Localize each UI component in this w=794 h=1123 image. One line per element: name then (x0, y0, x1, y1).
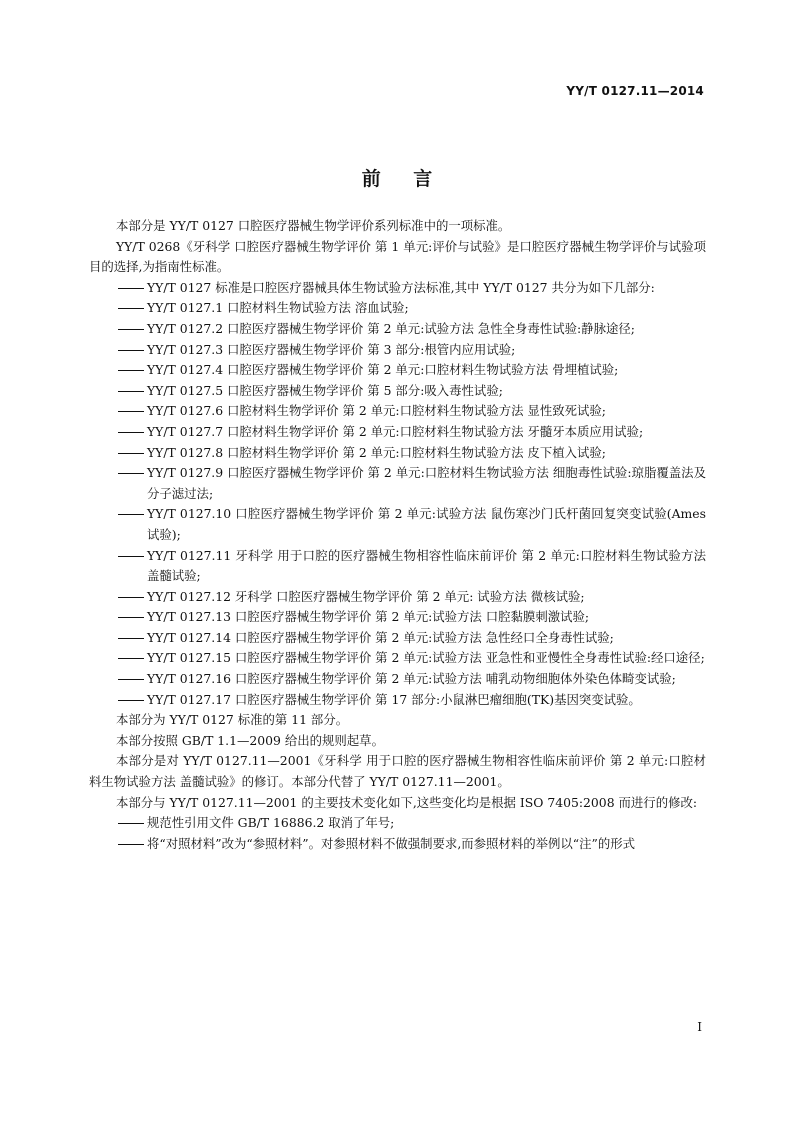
page-number: I (697, 1020, 702, 1034)
list-item (89, 422, 706, 443)
list-item (89, 648, 706, 669)
list-item-text: YY/T 0127.7 口腔材料生物学评价 第 2 单元:口腔材料生物试验方法 牙髓牙本质应用试验; (147, 423, 644, 439)
list-item (89, 381, 706, 402)
list-item (89, 401, 706, 422)
standard-code: YY/T 0127.11—2014 (566, 84, 704, 98)
paragraph: 本部分是 YY/T 0127 口腔医疗器械生物学评价系列标准中的一项标准。 (116, 218, 511, 233)
list-item (89, 813, 706, 834)
list-item-text: YY/T 0127.9 口腔医疗器械生物学评价 第 2 单元:口腔材料生物试验方法 细胞毒性试验:琼脂覆盖法及分子滤过法; (147, 465, 706, 501)
list-item-text: YY/T 0127.6 口腔材料生物学评价 第 2 单元:口腔材料生物试验方法 显性致死试验; (147, 403, 606, 419)
list-item-text: YY/T 0127.16 口腔医疗器械生物学评价 第 2 单元:试验方法 哺乳动物细胞体外染色体畸变试验; (147, 671, 676, 687)
paragraph: 本部分与 YY/T 0127.11—2001 的主要技术变化如下,这些变化均是根据 ISO 7405:2008 而进行的修改: (116, 794, 698, 810)
list-item-text: YY/T 0127.10 口腔医疗器械生物学评价 第 2 单元:试验方法 鼠伤寒沙门氏杆菌回复突变试验(Ames 试验); (147, 506, 706, 542)
list-item-text: YY/T 0127.13 口腔医疗器械生物学评价 第 2 单元:试验方法 口腔黏膜刺激试验; (147, 609, 590, 625)
list-item-text: 将“对照材料”改为“参照材料”。对参照材料不做强制要求,而参照材料的举例以“注”的形式 (147, 835, 636, 851)
list-item-text: YY/T 0127.11 牙科学 用于口腔的医疗器械生物相容性临床前评价 第 2 单元:口腔材料生物试验方法 盖髓试验; (147, 547, 706, 584)
list-item-text: YY/T 0127.4 口腔医疗器械生物学评价 第 2 单元:口腔材料生物试验方法 骨埋植试验; (147, 362, 619, 378)
list-item (89, 546, 706, 587)
list-item (89, 298, 706, 319)
list-item-text: YY/T 0127.15 口腔医疗器械生物学评价 第 2 单元:试验方法 亚急性和亚慢性全身毒性试验:经口途径; (147, 650, 705, 666)
list-item (89, 834, 706, 855)
list-item-text: YY/T 0127.14 口腔医疗器械生物学评价 第 2 单元:试验方法 急性经口全身毒性试验; (147, 629, 614, 645)
paragraph: 本部分为 YY/T 0127 标准的第 11 部分。 (116, 712, 349, 728)
foreword-body (89, 216, 706, 854)
list-item-text: YY/T 0127.1 口腔材料生物试验方法 溶血试验; (147, 300, 409, 316)
list-item-text: YY/T 0127.12 牙科学 口腔医疗器械生物学评价 第 2 单元: 试验方法 微核试验; (147, 588, 585, 604)
list-item-text: YY/T 0127.3 口腔医疗器械生物学评价 第 3 部分:根管内应用试验; (147, 341, 516, 357)
list-item (89, 278, 706, 299)
list-item (89, 587, 706, 608)
standard-parts-list (89, 278, 706, 710)
list-item-text: YY/T 0127.17 口腔医疗器械生物学评价 第 17 部分:小鼠淋巴瘤细胞(TK)基因突变试验。 (147, 691, 641, 707)
list-item (89, 340, 706, 361)
list-item (89, 607, 706, 628)
paragraph: YY/T 0268《牙科学 口腔医疗器械生物学评价 第 1 单元:评价与试验》是口腔医疗器械生物学评价与试验项目的选择,为指南性标准。 (89, 238, 706, 275)
list-item-text: YY/T 0127.8 口腔材料生物学评价 第 2 单元:口腔材料生物试验方法 皮下植入试验; (147, 444, 606, 460)
list-item (89, 443, 706, 464)
list-item (89, 504, 706, 545)
list-item-text: YY/T 0127.2 口腔医疗器械生物学评价 第 2 单元:试验方法 急性全身毒性试验:静脉途径; (147, 320, 635, 336)
paragraph: 本部分是对 YY/T 0127.11—2001《牙科学 用于口腔的医疗器械生物相容性临床前评价 第 2 单元:口腔材料生物试验方法 盖髓试验》的修订。本部分代替了 YY/T 0127.11—2001。 (89, 753, 706, 790)
list-item (89, 360, 706, 381)
list-item (89, 628, 706, 649)
list-item (89, 463, 706, 504)
list-item (89, 319, 706, 340)
list-item-text: 规范性引用文件 GB/T 16886.2 取消了年号; (147, 815, 395, 831)
paragraph: 本部分按照 GB/T 1.1—2009 给出的规则起草。 (116, 732, 384, 748)
list-item (89, 669, 706, 690)
list-item-text: YY/T 0127 标准是口腔医疗器械具体生物试验方法标准,其中 YY/T 0127 共分为如下几部分: (147, 279, 655, 295)
changes-list (89, 813, 706, 854)
list-item-text: YY/T 0127.5 口腔医疗器械生物学评价 第 5 部分:吸入毒性试验; (147, 382, 503, 398)
list-item (89, 690, 706, 711)
page-title: 前 言 (361, 167, 433, 190)
